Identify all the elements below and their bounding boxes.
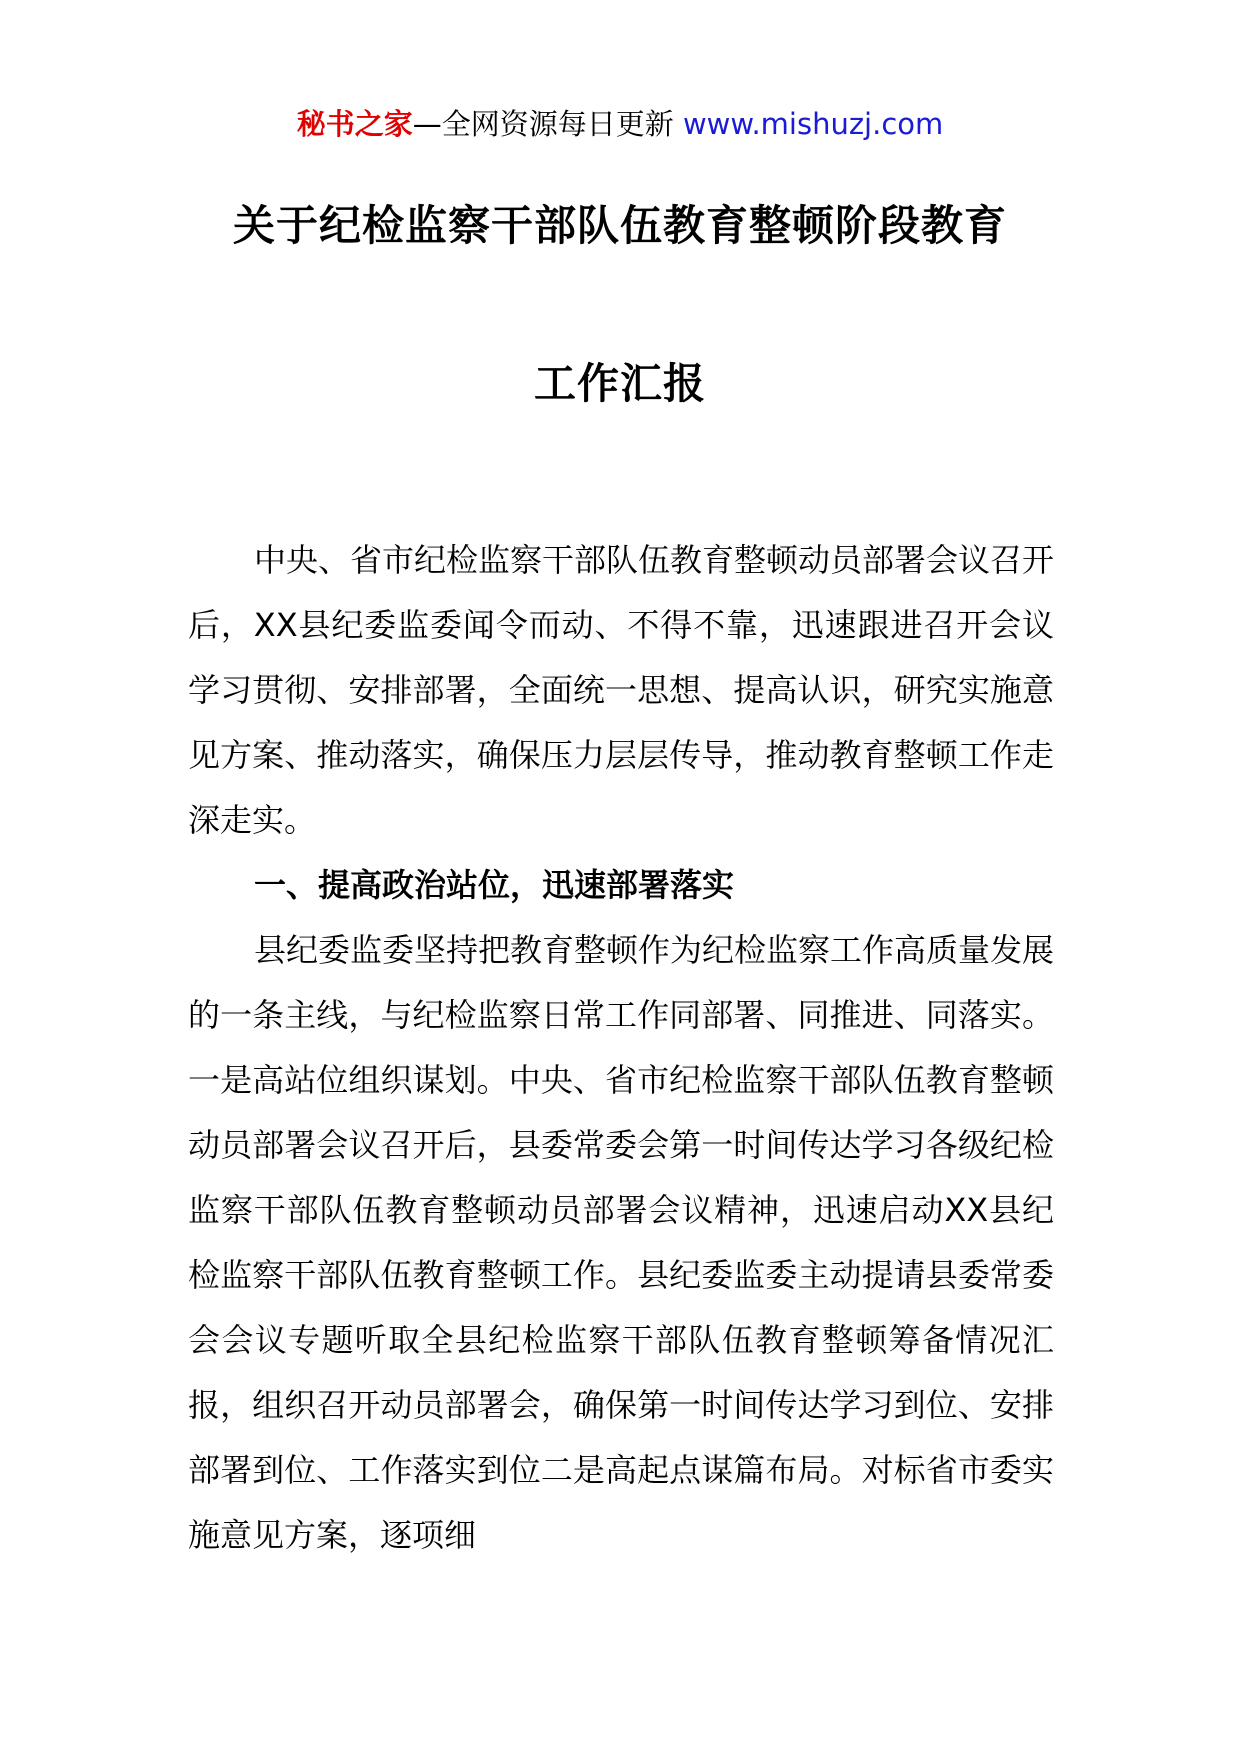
intro-paragraph: 中央、省市纪检监察干部队伍教育整顿动员部署会议召开后，XX县纪委监委闻令而动、不得不靠，迅速跟进召开会议学习贯彻、安排部署，全面统一思想、提高认识，研究实施意见方案、推动落实，确保压力层层传导，推动教育整顿工作走深走实。 [188,541,1055,839]
section-heading-1: 一、提高政治站位，迅速部署落实 [254,866,735,904]
site-url-link[interactable]: www.mishuzj.com [682,107,944,141]
document-title-line-1: 关于纪检监察干部队伍教育整顿阶段教育 [232,201,1007,250]
site-brand: 秘书之家 [296,107,413,141]
section-1-paragraph: 县纪委监委坚持把教育整顿作为纪检监察工作高质量发展的一条主线，与纪检监察日常工作同部署、同推进、同落实。一是高站位组织谋划。中央、省市纪检监察干部队伍教育整顿动员部署会议召开后，县委常委会第一时间传达学习各级纪检监察干部队伍教育整顿动员部署会议精神，迅速启动XX县纪检监察干部队伍教育整顿工作。县纪委监委主动提请县委常委会会议专题听取全县纪检监察干部队伍教育整顿筹备情况汇报，组织召开动员部署会，确保第一时间传达学习到位、安排部署到位、工作落实到位二是高起点谋篇布局。对标省市委实施意见方案，逐项细 [188,931,1055,1554]
site-header [0,104,1240,144]
document-body [188,528,1054,1568]
site-tagline: —全网资源每日更新 [412,107,683,141]
document-title-line-2: 工作汇报 [533,359,706,408]
